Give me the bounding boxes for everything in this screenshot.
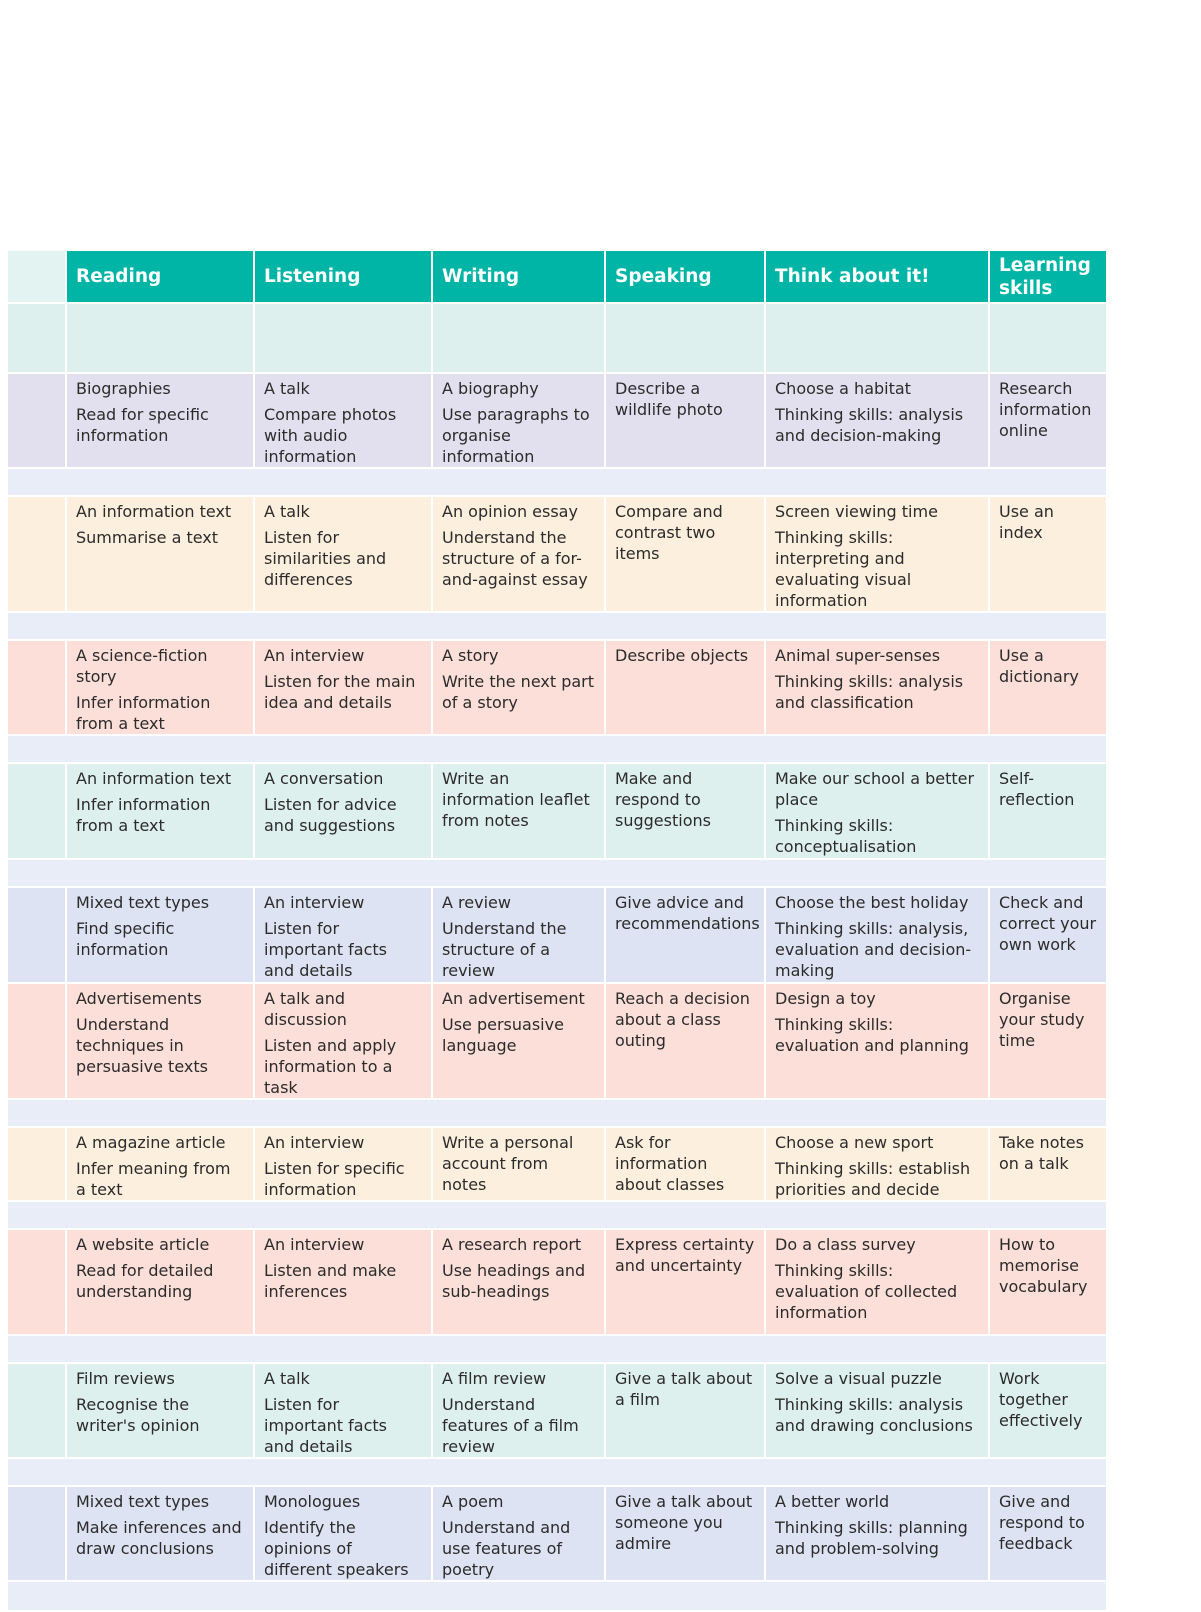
cell-listening (254, 640, 432, 735)
cell-detail: Recognise the writer's opinion (76, 1395, 200, 1435)
cell-detail: Make inferences and draw conclusions (76, 1518, 242, 1558)
cell-title: Choose a habitat (775, 379, 911, 398)
cell-title: Give a talk about someone you admire (615, 1492, 753, 1553)
cell-title: How to memorise vocabulary (999, 1235, 1088, 1296)
cell-title: An interview (264, 646, 365, 665)
cell-writing (432, 1486, 605, 1581)
cell-detail: Identify the opinions of different speakers (264, 1518, 409, 1579)
cell-title: A magazine article (76, 1133, 226, 1152)
cell-speaking (605, 1363, 765, 1458)
cell-learning-skills (989, 1127, 1107, 1201)
cell-title: A conversation (264, 769, 384, 788)
cell-think-about-it (765, 496, 989, 612)
cell-title: Design a toy (775, 989, 876, 1008)
table-row (7, 1363, 1107, 1458)
cell-writing (432, 887, 605, 983)
spacer-band (7, 1099, 1107, 1127)
row-stub (7, 640, 66, 735)
cell-title: Animal super-senses (775, 646, 941, 665)
table-row (7, 640, 1107, 735)
cell-reading (66, 496, 254, 612)
cell-detail: Listen and apply information to a task (264, 1036, 397, 1097)
header-think-about-it: Think about it! (765, 250, 989, 303)
cell-speaking (605, 496, 765, 612)
cell-detail: Listen for the main idea and details (264, 672, 416, 712)
header-writing: Writing (432, 250, 605, 303)
cell-listening (254, 1363, 432, 1458)
cell-writing (432, 763, 605, 859)
cell-title: Solve a visual puzzle (775, 1369, 942, 1388)
table-row (7, 763, 1107, 859)
cell-title: A science-fiction story (76, 646, 208, 686)
cell-detail: Listen for important facts and details (264, 1395, 387, 1456)
cell-detail: Listen for advice and suggestions (264, 795, 397, 835)
cell-detail: Compare photos with audio information (264, 405, 397, 466)
cell-detail: Summarise a text (76, 528, 219, 547)
cell-think-about-it (765, 640, 989, 735)
cell-detail: Use headings and sub-headings (442, 1261, 586, 1301)
cell-detail: Understand the structure of a review (442, 919, 567, 980)
spacer-band-cell (7, 1581, 1107, 1611)
cell-speaking (605, 1486, 765, 1581)
cell-reading (66, 763, 254, 859)
cell-listening (254, 763, 432, 859)
spacer-band-cell (7, 1335, 1107, 1363)
cell-speaking (605, 1229, 765, 1335)
table-row (7, 303, 1107, 373)
cell-title: Give a talk about a film (615, 1369, 753, 1409)
cell-reading (66, 887, 254, 983)
cell-listening (254, 373, 432, 468)
cell-learning-skills (989, 887, 1107, 983)
table-row (7, 496, 1107, 612)
cell-listening (254, 303, 432, 373)
header-speaking: Speaking (605, 250, 765, 303)
cell-detail: Thinking skills: evaluation of collected information (775, 1261, 958, 1322)
cell-reading (66, 1229, 254, 1335)
cell-reading (66, 640, 254, 735)
cell-detail: Understand and use features of poetry (442, 1518, 571, 1579)
spacer-band-cell (7, 735, 1107, 763)
cell-think-about-it (765, 373, 989, 468)
cell-detail: Listen for specific information (264, 1159, 405, 1199)
spacer-band-cell (7, 468, 1107, 496)
cell-writing (432, 1363, 605, 1458)
cell-title: Take notes on a talk (999, 1133, 1084, 1173)
cell-title: Give advice and recommendations (615, 893, 760, 933)
spacer-band-cell (7, 1099, 1107, 1127)
cell-title: Give and respond to feedback (999, 1492, 1085, 1553)
cell-writing (432, 1127, 605, 1201)
cell-learning-skills (989, 763, 1107, 859)
cell-detail: Thinking skills: planning and problem-solving (775, 1518, 968, 1558)
cell-speaking (605, 373, 765, 468)
cell-writing (432, 983, 605, 1099)
table-row (7, 1486, 1107, 1581)
cell-title: Mixed text types (76, 1492, 210, 1511)
row-stub (7, 496, 66, 612)
cell-title: A talk (264, 1369, 310, 1388)
cell-writing (432, 303, 605, 373)
cell-listening (254, 1229, 432, 1335)
cell-learning-skills (989, 496, 1107, 612)
cell-speaking (605, 640, 765, 735)
spacer-band (7, 468, 1107, 496)
cell-title: A film review (442, 1369, 547, 1388)
spacer-band-cell (7, 1201, 1107, 1229)
cell-reading (66, 1363, 254, 1458)
cell-think-about-it (765, 303, 989, 373)
cell-title: Compare and contrast two items (615, 502, 723, 563)
cell-title: A talk and discussion (264, 989, 347, 1029)
cell-speaking (605, 303, 765, 373)
cell-detail: Use persuasive language (442, 1015, 564, 1055)
cell-title: Monologues (264, 1492, 361, 1511)
cell-title: Film reviews (76, 1369, 175, 1388)
cell-title: A website article (76, 1235, 210, 1254)
cell-learning-skills (989, 373, 1107, 468)
cell-title: Do a class survey (775, 1235, 916, 1254)
row-stub (7, 1127, 66, 1201)
cell-detail: Listen and make inferences (264, 1261, 397, 1301)
cell-title: Work together effectively (999, 1369, 1083, 1430)
cell-speaking (605, 887, 765, 983)
row-stub (7, 1486, 66, 1581)
cell-title: Describe a wildlife photo (615, 379, 723, 419)
cell-title: Self-reflection (999, 769, 1075, 809)
cell-think-about-it (765, 887, 989, 983)
cell-title: Ask for information about classes (615, 1133, 725, 1194)
cell-title: Use an index (999, 502, 1054, 542)
spacer-band-cell (7, 612, 1107, 640)
cell-detail: Infer information from a text (76, 795, 211, 835)
cell-detail: Thinking skills: interpreting and evaluating visual information (775, 528, 912, 610)
cell-detail: Understand features of a film review (442, 1395, 579, 1456)
table-row (7, 1127, 1107, 1201)
cell-learning-skills (989, 1229, 1107, 1335)
cell-writing (432, 496, 605, 612)
spacer-band (7, 1335, 1107, 1363)
cell-detail: Write the next part of a story (442, 672, 595, 712)
cell-learning-skills (989, 1486, 1107, 1581)
spacer-band (7, 612, 1107, 640)
cell-detail: Thinking skills: conceptualisation (775, 816, 917, 856)
cell-reading (66, 303, 254, 373)
table-row (7, 1229, 1107, 1335)
cell-think-about-it (765, 1127, 989, 1201)
cell-detail: Read for detailed understanding (76, 1261, 214, 1301)
cell-title: A biography (442, 379, 539, 398)
spacer-band-cell (7, 859, 1107, 887)
cell-title: A review (442, 893, 511, 912)
cell-title: Use a dictionary (999, 646, 1079, 686)
syllabus-table (6, 249, 1108, 1612)
cell-detail: Infer meaning from a text (76, 1159, 231, 1199)
cell-title: Reach a decision about a class outing (615, 989, 750, 1050)
cell-think-about-it (765, 763, 989, 859)
header-learning-skills: Learning skills (989, 250, 1107, 303)
cell-title: Describe objects (615, 646, 749, 665)
cell-detail: Understand techniques in persuasive texts (76, 1015, 208, 1076)
row-stub (7, 763, 66, 859)
spacer-band (7, 1581, 1107, 1611)
row-stub (7, 303, 66, 373)
corner-cell (7, 250, 66, 303)
cell-title: A story (442, 646, 499, 665)
cell-detail: Thinking skills: establish priorities and decide (775, 1159, 971, 1199)
cell-learning-skills (989, 1363, 1107, 1458)
cell-writing (432, 640, 605, 735)
cell-title: A research report (442, 1235, 582, 1254)
cell-detail: Listen for important facts and details (264, 919, 387, 980)
cell-title: Screen viewing time (775, 502, 938, 521)
cell-title: Research information online (999, 379, 1092, 440)
cell-title: An advertisement (442, 989, 585, 1008)
cell-reading (66, 1486, 254, 1581)
cell-title: Choose a new sport (775, 1133, 934, 1152)
cell-title: An information text (76, 769, 232, 788)
cell-think-about-it (765, 983, 989, 1099)
header-row (7, 250, 1107, 303)
cell-title: Mixed text types (76, 893, 210, 912)
row-stub (7, 887, 66, 983)
cell-think-about-it (765, 1229, 989, 1335)
cell-title: Make and respond to suggestions (615, 769, 711, 830)
cell-listening (254, 983, 432, 1099)
cell-think-about-it (765, 1486, 989, 1581)
cell-detail: Thinking skills: analysis and decision-making (775, 405, 964, 445)
row-stub (7, 373, 66, 468)
cell-title: An interview (264, 1133, 365, 1152)
spacer-band (7, 1201, 1107, 1229)
cell-learning-skills (989, 983, 1107, 1099)
cell-title: Write an information leaflet from notes (442, 769, 590, 830)
cell-title: Biographies (76, 379, 171, 398)
cell-listening (254, 1127, 432, 1201)
cell-speaking (605, 983, 765, 1099)
table-row (7, 983, 1107, 1099)
cell-learning-skills (989, 303, 1107, 373)
spacer-band (7, 859, 1107, 887)
cell-title: Make our school a better place (775, 769, 975, 809)
row-stub (7, 1229, 66, 1335)
cell-detail: Listen for similarities and differences (264, 528, 387, 589)
cell-title: An opinion essay (442, 502, 578, 521)
header-reading: Reading (66, 250, 254, 303)
cell-title: Organise your study time (999, 989, 1085, 1050)
spacer-band (7, 735, 1107, 763)
cell-speaking (605, 763, 765, 859)
cell-title: A poem (442, 1492, 504, 1511)
cell-detail: Find specific information (76, 919, 175, 959)
cell-title: An interview (264, 1235, 365, 1254)
cell-listening (254, 887, 432, 983)
cell-detail: Thinking skills: analysis and drawing conclusions (775, 1395, 973, 1435)
cell-detail: Thinking skills: evaluation and planning (775, 1015, 969, 1055)
cell-detail: Thinking skills: analysis and classification (775, 672, 964, 712)
table-row (7, 887, 1107, 983)
cell-think-about-it (765, 1363, 989, 1458)
cell-listening (254, 496, 432, 612)
cell-title: A talk (264, 502, 310, 521)
cell-title: Write a personal account from notes (442, 1133, 574, 1194)
cell-title: A talk (264, 379, 310, 398)
cell-title: Check and correct your own work (999, 893, 1097, 954)
cell-reading (66, 373, 254, 468)
header-listening: Listening (254, 250, 432, 303)
cell-speaking (605, 1127, 765, 1201)
cell-detail: Understand the structure of a for-and-against essay (442, 528, 588, 589)
cell-title: An information text (76, 502, 232, 521)
cell-title: Advertisements (76, 989, 202, 1008)
cell-title: Choose the best holiday (775, 893, 969, 912)
cell-reading (66, 983, 254, 1099)
cell-detail: Read for specific information (76, 405, 209, 445)
spacer-band (7, 1458, 1107, 1486)
table-row (7, 373, 1107, 468)
cell-reading (66, 1127, 254, 1201)
cell-listening (254, 1486, 432, 1581)
cell-detail: Use paragraphs to organise information (442, 405, 590, 466)
cell-detail: Infer information from a text (76, 693, 211, 733)
cell-writing (432, 373, 605, 468)
row-stub (7, 1363, 66, 1458)
cell-writing (432, 1229, 605, 1335)
cell-title: An interview (264, 893, 365, 912)
row-stub (7, 983, 66, 1099)
spacer-band-cell (7, 1458, 1107, 1486)
cell-detail: Thinking skills: analysis, evaluation and decision-making (775, 919, 972, 980)
cell-title: Express certainty and uncertainty (615, 1235, 755, 1275)
cell-title: A better world (775, 1492, 890, 1511)
cell-learning-skills (989, 640, 1107, 735)
